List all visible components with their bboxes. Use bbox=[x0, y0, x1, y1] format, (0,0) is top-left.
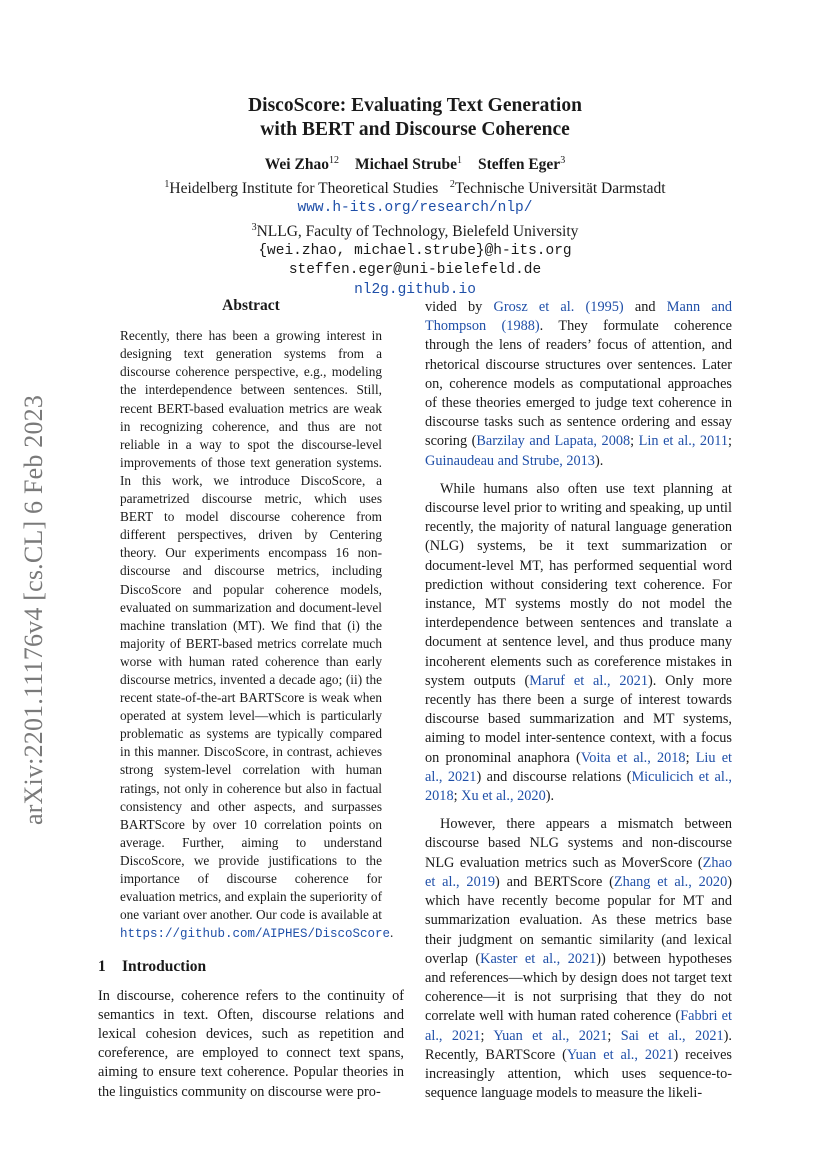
text-run: and bbox=[623, 299, 667, 315]
section-number: 1 bbox=[98, 958, 106, 976]
citation-link[interactable]: Xu et al., 2020 bbox=[461, 788, 546, 805]
affil-sup: 3 bbox=[251, 222, 257, 234]
text-run: ) which have recently become popular for MT and summarization evaluation. As these metrics base their judgment on semantic similarity (and lexical overlap ( bbox=[425, 873, 732, 967]
title-line-2: with BERT and Discourse Coherence bbox=[260, 119, 570, 140]
citation-link[interactable]: Voita et al., 2018 bbox=[580, 749, 686, 766]
text-run: ) and discourse relations ( bbox=[476, 768, 632, 785]
section-heading-introduction bbox=[98, 957, 404, 976]
text-run: ) and BERTScore ( bbox=[495, 873, 614, 890]
abstract-heading: Abstract bbox=[222, 297, 280, 314]
citation-link[interactable]: Lin et al., 2011 bbox=[638, 433, 728, 450]
citation-link[interactable]: Liu et al., 2021 bbox=[425, 749, 733, 785]
right-paragraph-3 bbox=[425, 815, 732, 1103]
abstract-body bbox=[120, 327, 394, 943]
abstract-end: . bbox=[390, 925, 394, 941]
affil-sup: 1 bbox=[164, 179, 170, 191]
author-affil-sup: 12 bbox=[328, 155, 339, 166]
affiliation-hits: Heidelberg Institute for Theoretical Studies bbox=[169, 180, 439, 198]
citation-link[interactable]: Guinaudeau and Strube, 2013 bbox=[425, 452, 595, 469]
text-run: vided by bbox=[425, 299, 494, 315]
right-column bbox=[425, 298, 732, 1103]
right-paragraph-1 bbox=[425, 298, 732, 471]
paper-title bbox=[100, 94, 730, 142]
code-url-link[interactable]: https://github.com/AIPHES/DiscoScore bbox=[120, 927, 391, 942]
text-run: ; bbox=[630, 433, 639, 450]
citation-link[interactable]: Sai et al., 2021 bbox=[620, 1027, 724, 1044]
text-run: . They formulate coherence through the lens of readers’ focus of attention, and rhetorical discourse structures over sentences. Later on, coherence models as computational approaches of these theories emerged to judge text coherence in discourse tasks such as sentence ordering and essay scoring ( bbox=[425, 318, 732, 450]
affiliation-bielefeld: NLLG, Faculty of Technology, Bielefeld University bbox=[256, 223, 579, 241]
text-run: ; bbox=[728, 433, 732, 450]
title-line-1: DiscoScore: Evaluating Text Generation bbox=[248, 95, 582, 116]
text-run: ; bbox=[607, 1027, 621, 1044]
author-affil-sup: 3 bbox=[560, 155, 566, 166]
text-run: ; bbox=[480, 1027, 494, 1044]
text-run: While humans also often use text planning at discourse level prior to writing and speaking, up until recently, the majority of natural language generation (NLG) systems, be it text summarization or document-level MT, has performed sequential word prediction without considering text coherence. For instance, MT systems mostly do not model the interdependence between sentences and translate a document at sentence level, and thus produce many incoherent elements such as coreference mistakes in system outputs ( bbox=[425, 480, 732, 689]
affiliation-url-hits[interactable]: www.h-its.org/research/nlp/ bbox=[297, 199, 533, 216]
author-affil-sup: 1 bbox=[456, 155, 462, 166]
citation-link[interactable]: Mann and Thompson (1988) bbox=[425, 299, 732, 335]
paper-header bbox=[100, 94, 730, 300]
text-run: ; bbox=[685, 749, 696, 766]
affiliation-tu-darmstadt: Technische Universität Darmstadt bbox=[454, 180, 666, 198]
author-name: Michael Strube bbox=[354, 156, 457, 174]
text-run: ; bbox=[453, 788, 462, 805]
affiliation-line-3 bbox=[100, 218, 730, 242]
affiliation-url-nl2g[interactable]: nl2g.github.io bbox=[354, 281, 476, 298]
author-name: Steffen Eger bbox=[477, 156, 561, 174]
text-run: ). bbox=[594, 452, 604, 469]
author-emails: {wei.zhao, michael.strube}@h-its.org bbox=[258, 242, 572, 259]
citation-link[interactable]: Yuan et al., 2021 bbox=[493, 1027, 608, 1044]
abstract-text: Recently, there has been a growing interest in designing text generation systems from a discourse coherence perspective, e.g., modeling the interdependence between sentences. Still, recent BERT-based evaluation metrics are weak in recognizing coherence, and thus are not reliable in a way to spot the discourse-level improvements of those text generation systems. In this work, we introduce DiscoScore, a parametrized discourse metric, which uses BERT to model discourse coherence from different perspectives, driven by Centering theory. Our experiments encompass 16 non-discourse and discourse metrics, including DiscoScore and popular coherence models, evaluated on summarization and document-level machine translation (MT). We find that (i) the majority of BERT-based metrics correlate much worse with human rated coherence than early discourse metrics, invented a decade ago; (ii) the recent state-of-the-art BARTScore is weak when operated at system level—which is particularly problematic as systems are typically compared in this manner. DiscoScore, in contrast, achieves strong system-level correlation with human ratings, not only in coherence but also in factual consistency and other aspects, and surpasses BARTScore by over 10 correlation points on average. Further, aiming to understand DiscoScore, we provide justifications to the importance of discourse coherence for evaluation metrics, and explain the superiority of one variant over another. Our code is available at bbox=[120, 328, 382, 923]
text-run: ). Only more recently has there been a surge of interest towards discourse based summarization and MT systems, aiming to model inter-sentence context, with a focus on pronominal anaphora ( bbox=[425, 672, 732, 766]
citation-link[interactable]: Zhang et al., 2020 bbox=[613, 873, 728, 890]
citation-link[interactable]: Zhao et al., 2019 bbox=[425, 854, 732, 890]
left-column bbox=[98, 296, 404, 1102]
citation-link[interactable]: Miculicich et al., 2018 bbox=[425, 768, 732, 805]
affiliation-line-1 bbox=[100, 175, 730, 199]
author-name: Wei Zhao bbox=[264, 156, 329, 174]
author-email-eger: steffen.eger@uni-bielefeld.de bbox=[288, 262, 542, 279]
citation-link[interactable]: Fabbri et al., 2021 bbox=[425, 1008, 732, 1044]
arxiv-side-stamp bbox=[14, 375, 54, 845]
arxiv-id-text: arXiv:2201.11176v4 [cs.CL] 6 Feb 2023 bbox=[19, 394, 48, 826]
section-title: Introduction bbox=[122, 958, 207, 976]
intro-paragraph-1: In discourse, coherence refers to the continuity of semantics in text. Often, discourse relations and lexical cohesion devices, such as repetition and coreference, are employed to connect text spans, aiming to ensure text coherence. Popular theories in the linguistics community on discourse were pro- bbox=[98, 987, 404, 1100]
text-run: ). Recently, BARTScore ( bbox=[425, 1027, 732, 1063]
citation-link[interactable]: Yuan et al., 2021 bbox=[566, 1046, 674, 1063]
affil-sup: 2 bbox=[449, 179, 455, 191]
citation-link[interactable]: Barzilay and Lapata, 2008 bbox=[476, 433, 631, 450]
citation-link[interactable]: Kaster et al., 2021 bbox=[480, 950, 597, 967]
citation-link[interactable]: Maruf et al., 2021 bbox=[529, 672, 648, 689]
citation-link[interactable]: Grosz et al. (1995) bbox=[493, 299, 624, 315]
author-list bbox=[100, 151, 730, 175]
text-run: ) receives increasingly attention, which uses sequence-to-sequence language models to measure the likeli- bbox=[425, 1046, 732, 1102]
text-run: However, there appears a mismatch between discourse based NLG systems and non-discourse NLG evaluation metrics such as MoverScore ( bbox=[425, 816, 732, 871]
right-paragraph-2 bbox=[425, 480, 732, 806]
text-run: ). bbox=[545, 788, 555, 805]
text-run: )) between hypotheses and references—which by design does not target text coherence—it is not surprising that they do not correlate well with human rated coherence ( bbox=[425, 950, 732, 1025]
